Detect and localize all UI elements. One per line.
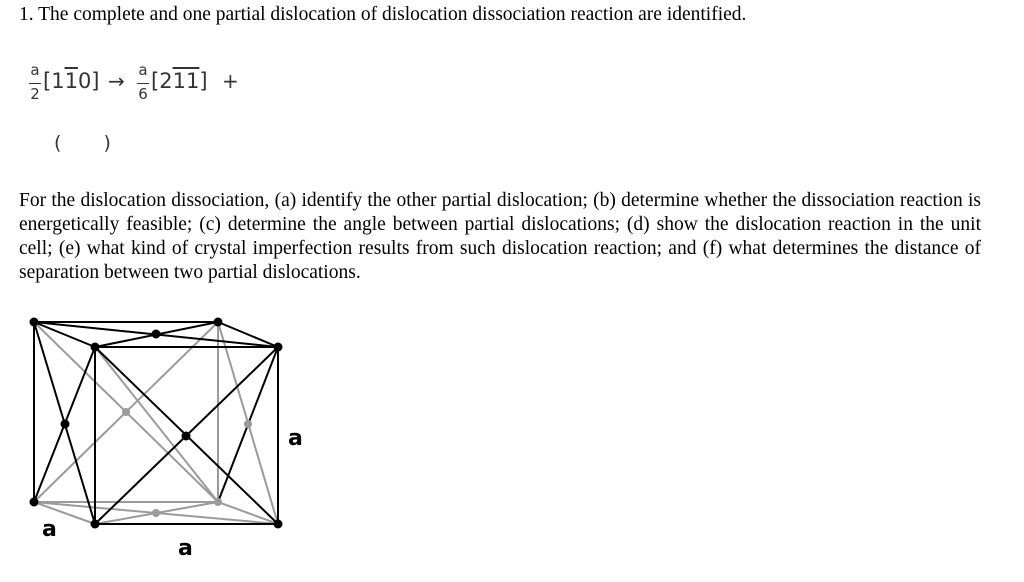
reaction-arrow: →: [108, 69, 125, 93]
fraction-denominator: 6: [138, 85, 148, 103]
answer-blank: ( ): [54, 132, 129, 154]
atom-corner: [91, 343, 100, 352]
fraction-numerator: a: [30, 61, 40, 79]
edge-label-left: a: [42, 517, 57, 542]
atom-top-face-center: [152, 330, 161, 339]
atom-corner: [214, 318, 223, 327]
atom-corner: [91, 520, 100, 529]
plus-sign: +: [222, 69, 239, 93]
atom-back-face-center: [122, 408, 130, 416]
fraction-denominator: 2: [30, 85, 40, 103]
fraction-numerator: a: [138, 61, 148, 79]
atom-back-bottom-corner: [214, 498, 222, 506]
edge-label-bottom: a: [178, 536, 193, 561]
question-title: 1. The complete and one partial dislocation of dislocation dissociation reaction are identified.: [19, 4, 747, 25]
burgers-vector-complete: [110]: [43, 69, 100, 93]
atom-corner: [30, 498, 39, 507]
dissociation-equation: [28, 62, 288, 126]
atom-right-face-center: [244, 420, 252, 428]
burgers-vector-partial: [211]: [151, 69, 208, 93]
atom-bottom-face-center: [152, 509, 160, 517]
question-body: For the dislocation dissociation, (a) identify the other partial dislocation; (b) determine whether the dissociation reaction is energetically feasible; (c) determine the angle between partial dislocations; (d) show the dislocation reaction in the unit cell; (e) what kind of crystal imperfection results from such dislocation reaction; and (f) what determines the distance of separation between two partial dislocations.: [19, 190, 981, 283]
edge-label-right: a: [288, 426, 303, 451]
atom-corner: [274, 343, 283, 352]
atom-corner: [274, 520, 283, 529]
back-lines: [34, 322, 278, 524]
atom-left-face-center: [61, 420, 70, 429]
atom-front-face-center: [182, 432, 191, 441]
atom-corner: [30, 318, 39, 327]
fcc-unit-cell-diagram: [20, 312, 320, 562]
